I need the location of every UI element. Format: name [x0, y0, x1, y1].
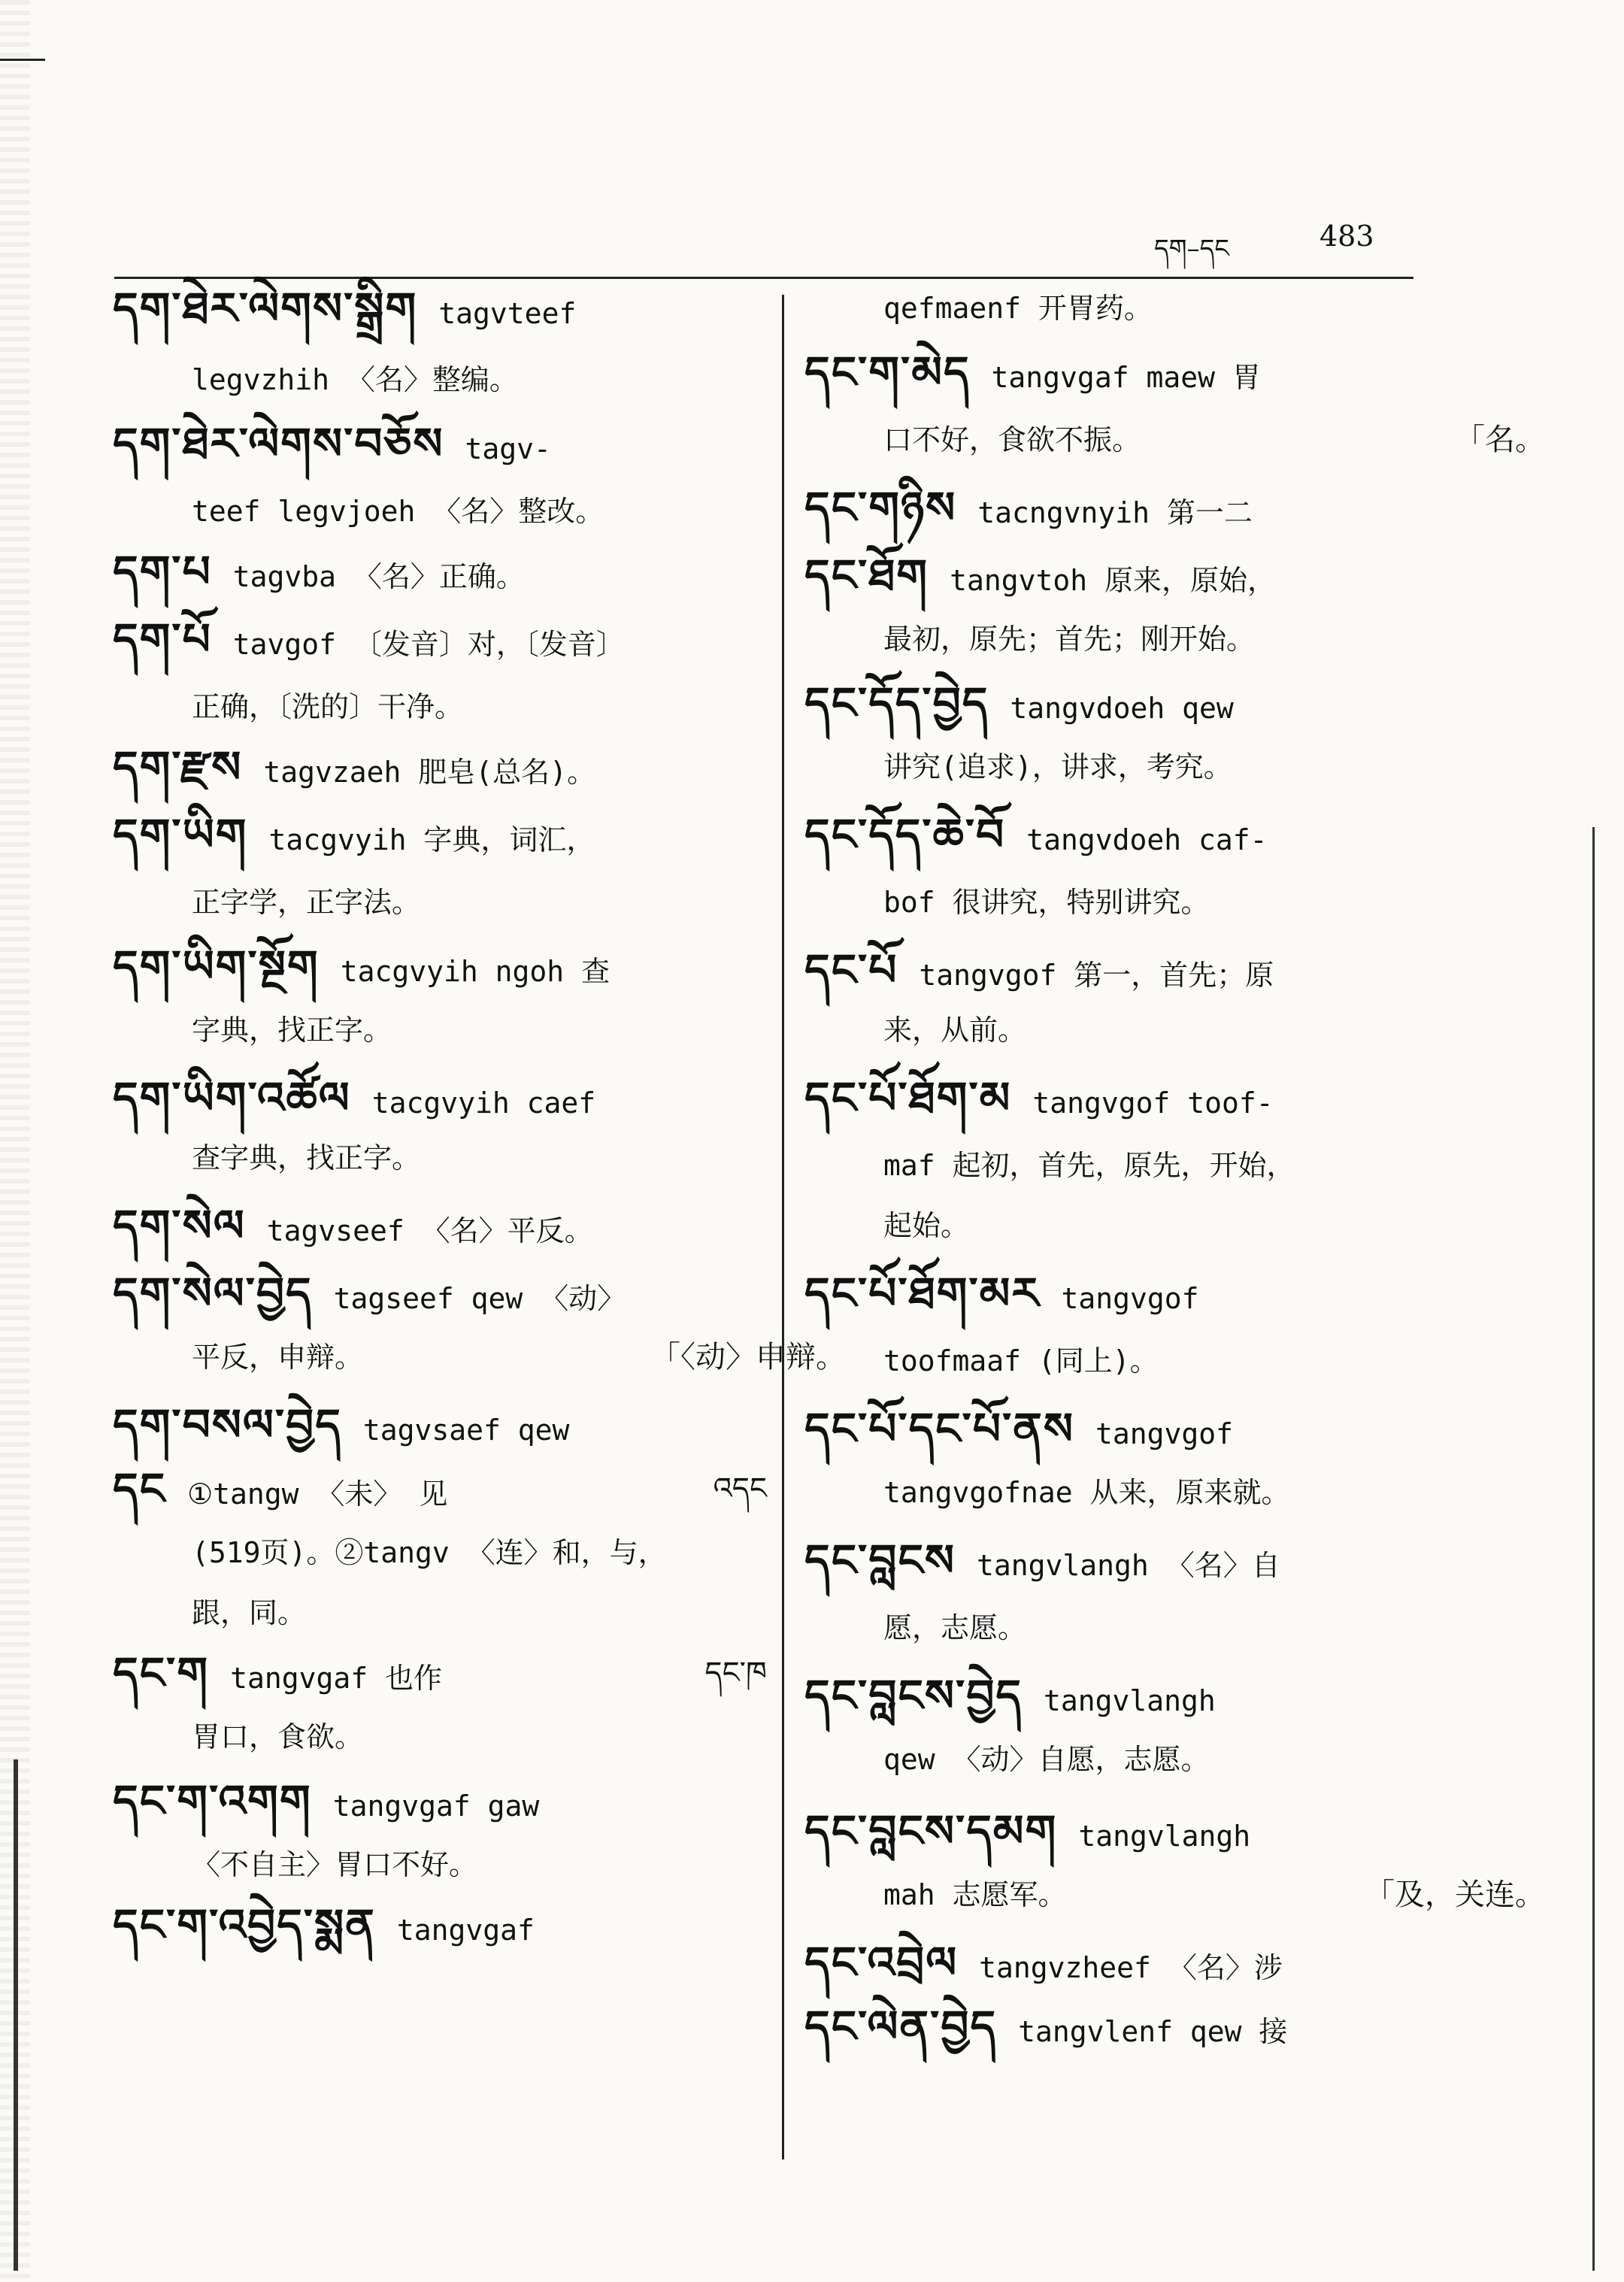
tibetan-headword: དང་ཐོག: [804, 550, 929, 601]
tibetan-headword: དང་ལེན་བྱེད: [804, 2001, 998, 2052]
entry-tail: 「名。: [1455, 423, 1545, 457]
right-entry-line: [804, 809, 1466, 862]
header-rule: [114, 277, 1413, 279]
entry-text: tangvgaf gaw: [332, 1790, 540, 1823]
entry-tail: 「及，关连。: [1365, 1877, 1545, 1912]
tibetan-headword: དང་པོ་ཐོག་མ: [804, 1072, 1012, 1123]
left-entry-line: [113, 1775, 767, 1829]
entry-text: qew 〈动〉自愿，志愿。: [883, 1743, 1210, 1776]
entry-text: tangvlenf qew 接: [1018, 2015, 1288, 2048]
entry-text: mah 志愿军。: [883, 1878, 1067, 1911]
entry-text: tangvgaf: [396, 1914, 535, 1947]
entry-text: tangvzheef 〈名〉涉: [979, 1951, 1283, 1984]
tibetan-headword: དག་ཡིག: [113, 809, 248, 860]
entry-text: 起始。: [883, 1209, 970, 1242]
left-entry-line: [113, 418, 767, 471]
left-entry-line: [113, 1008, 846, 1053]
entry-tail: འདང: [713, 1471, 767, 1506]
entry-text: tagvba 〈名〉正确。: [232, 560, 525, 593]
left-entry-line: [113, 880, 846, 925]
entry-text: tangvgaf 也作: [230, 1662, 442, 1695]
left-entry-line: [113, 1135, 846, 1180]
right-entry-line: [804, 1470, 1545, 1515]
entry-text: tagvzaeh 肥皂(总名)。: [263, 756, 596, 789]
tibetan-headword: དང་འབྲེལ: [804, 1937, 959, 1988]
tibetan-headword: དག་སེལ་བྱེད: [113, 1268, 313, 1319]
header-entry-range: དག–དང: [1154, 234, 1229, 264]
tibetan-headword: དང་པོ་ཐོག་མར: [804, 1268, 1041, 1319]
entry-text: tangvdoeh qew: [1010, 692, 1234, 725]
entry-text: tangvgof 第一，首先；原: [919, 959, 1274, 992]
right-entry-line: [804, 1805, 1466, 1859]
entry-text: tangvgof: [1061, 1282, 1199, 1315]
entry-tail: དང་ཁ: [704, 1656, 767, 1690]
entry-text: 胃口，食欲。: [192, 1720, 364, 1753]
entry-text: ①tangw 〈未〉 见: [187, 1477, 448, 1511]
tibetan-headword: དང་བླངས་བྱེད: [804, 1670, 1023, 1721]
entry-text: tavgof 〔发音〕对，〔发音〕: [232, 628, 625, 661]
right-entry-line: [804, 1872, 1545, 1917]
tibetan-headword: དག་ཡིག་འཚོལ: [113, 1072, 351, 1123]
tibetan-headword: དག་པོ: [113, 614, 212, 665]
entry-text: tacngvnyih 第一二: [977, 496, 1253, 529]
tibetan-headword: དང་ག: [113, 1647, 210, 1699]
right-entry-line: [804, 1072, 1466, 1126]
left-entry-line: [113, 1200, 767, 1253]
tibetan-headword: དང་ག་འབྱེད་སྨན: [113, 1899, 376, 1950]
entry-text: tagvseef 〈名〉平反。: [266, 1214, 593, 1247]
entry-text: 来，从前。: [883, 1014, 1027, 1047]
tibetan-headword: དག་ཐེར་ལེགས་བཅོས: [113, 418, 444, 469]
left-entry-line: [113, 489, 846, 534]
tibetan-headword: དག་ཐེར་ལེགས་སྒྲིག: [113, 283, 418, 334]
left-entry-line: [113, 1463, 767, 1517]
left-entry-line: [113, 1899, 767, 1953]
tibetan-headword: དང་ག་མེད: [804, 347, 971, 398]
left-entry-line: [113, 1268, 767, 1321]
right-entry-line: [804, 286, 1545, 331]
right-entry-line: [804, 550, 1466, 603]
entry-text: tagvsaef qew: [362, 1414, 570, 1447]
entry-text: tagvteef: [438, 297, 577, 330]
right-entry-line: [804, 482, 1466, 535]
entry-text: qefmaenf 开胃药。: [883, 292, 1153, 325]
entry-text: toofmaaf (同上)。: [883, 1344, 1159, 1377]
tibetan-headword: དང་པོ: [804, 944, 898, 996]
tibetan-headword: དང: [113, 1463, 167, 1514]
tibetan-headword: དང་ག་འགག: [113, 1775, 312, 1826]
entry-text: 平反，申辩。: [192, 1341, 364, 1374]
entry-text: 字典，找正字。: [192, 1014, 392, 1047]
right-entry-line: [804, 1143, 1545, 1188]
entry-text: tangvlangh 〈名〉自: [977, 1549, 1280, 1582]
left-entry-line: [113, 1842, 846, 1887]
entry-text: (519页)。②tangv 〈连〉和，与，: [192, 1536, 667, 1569]
right-entry-line: [804, 617, 1545, 662]
entry-text: 〈不自主〉胃口不好。: [192, 1848, 478, 1881]
entry-text: tangvgaf maew 胃: [991, 361, 1261, 394]
tibetan-headword: དང་དོད་བྱེད: [804, 677, 989, 729]
left-entry-line: [113, 1530, 846, 1575]
entry-text: 正确，〔洗的〕干净。: [192, 690, 464, 723]
left-entry-line: [113, 741, 767, 795]
right-entry-line: [804, 1535, 1466, 1588]
right-entry-line: [804, 1008, 1545, 1053]
entry-text: 口不好，食欲不振。: [883, 423, 1141, 456]
tibetan-headword: དག་རྫས: [113, 741, 243, 792]
entry-text: tangvlangh: [1043, 1684, 1216, 1717]
entry-text: tangvgof: [1095, 1417, 1234, 1450]
right-entry-line: [804, 1737, 1545, 1782]
left-entry-line: [113, 283, 767, 336]
right-entry-line: [804, 1203, 1545, 1248]
left-entry-line: [113, 546, 767, 599]
tibetan-headword: དང་བླངས: [804, 1535, 956, 1586]
left-entry-line: [113, 1590, 846, 1635]
entry-text: teef legvjoeh 〈名〉整改。: [192, 495, 604, 528]
entry-text: 愿，志愿。: [883, 1611, 1027, 1644]
entry-text: tangvgof toof-: [1032, 1086, 1274, 1120]
entry-text: legvzhih 〈名〉整编。: [192, 363, 518, 396]
right-entry-line: [804, 1937, 1466, 1990]
right-entry-line: [804, 1670, 1466, 1723]
margin-bar: [14, 1759, 18, 2271]
tibetan-headword: དག་ཡིག་སྔོག: [113, 941, 320, 992]
right-entry-line: [804, 677, 1466, 731]
left-entry-line: [113, 1072, 767, 1126]
entry-text: tacgvyih ngoh 查: [340, 955, 611, 988]
entry-text: tangvlangh: [1078, 1820, 1251, 1853]
entry-text: tangvgofnae 从来，原来就。: [883, 1476, 1290, 1509]
tibetan-headword: དང་བླངས་དམག: [804, 1805, 1058, 1856]
left-entry-line: [113, 684, 846, 729]
entry-text: tacgvyih 字典，词汇，: [268, 823, 595, 856]
tibetan-headword: དང་པོ་དང་པོ་ནས: [804, 1403, 1075, 1454]
entry-text: maf 起初，首先，原先，开始，: [883, 1149, 1295, 1182]
left-entry-line: [113, 614, 767, 667]
right-entry-line: [804, 2001, 1466, 2054]
right-entry-line: [804, 347, 1466, 400]
margin-mark: [0, 59, 45, 61]
entry-text: tangvdoeh caf-: [1026, 823, 1268, 856]
entry-text: bof 很讲究，特别讲究。: [883, 886, 1210, 919]
tibetan-headword: དང་དོད་ཆེ་བོ: [804, 809, 1006, 860]
tibetan-headword: དག་བསལ་བྱེད: [113, 1399, 342, 1450]
tibetan-headword: དང་གཉིས: [804, 482, 957, 533]
right-entry-line: [804, 944, 1466, 998]
page-number: 483: [1320, 220, 1374, 253]
tibetan-headword: དག་པ: [113, 546, 212, 597]
entry-text: 最初，原先；首先；刚开始。: [883, 623, 1256, 656]
left-entry-line: [113, 1335, 846, 1380]
right-entry-line: [804, 744, 1545, 789]
tibetan-headword: དག་སེལ: [113, 1200, 246, 1251]
entry-text: 讲究(追求)，讲求，考究。: [883, 750, 1232, 783]
right-entry-line: [804, 1268, 1466, 1321]
left-entry-line: [113, 357, 846, 402]
left-entry-line: [113, 1714, 846, 1759]
left-entry-line: [113, 1647, 767, 1701]
entry-text: 查字典，找正字。: [192, 1141, 421, 1174]
right-entry-line: [804, 880, 1545, 925]
left-entry-line: [113, 941, 767, 994]
left-entry-line: [113, 1399, 767, 1453]
right-entry-line: [804, 1338, 1545, 1383]
entry-text: 正字学，正字法。: [192, 886, 421, 919]
entry-tail: 「〈动〉申辩。: [650, 1340, 846, 1374]
right-edge-line: [1592, 827, 1595, 2271]
entry-text: tagseef qew 〈动〉: [333, 1282, 626, 1315]
entry-text: 跟，同。: [192, 1596, 307, 1629]
right-entry-line: [804, 1605, 1545, 1650]
left-entry-line: [113, 809, 767, 862]
entry-text: tacgvyih caef: [371, 1086, 596, 1120]
entry-text: tagv-: [465, 432, 551, 465]
right-entry-line: [804, 417, 1545, 462]
entry-text: tangvtoh 原来，原始，: [950, 564, 1276, 597]
right-entry-line: [804, 1403, 1466, 1456]
